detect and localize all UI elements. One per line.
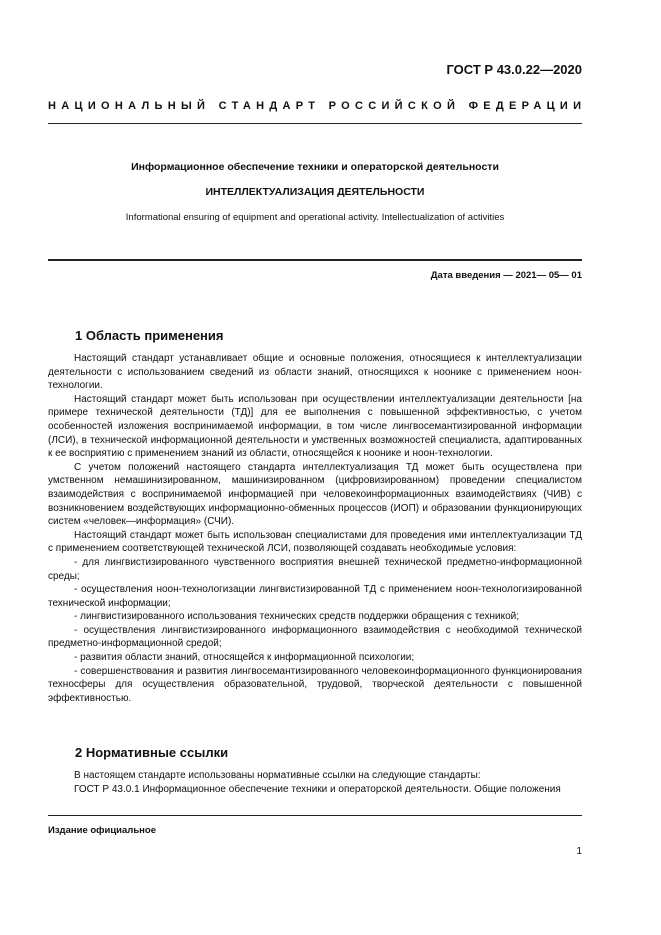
document-title-english: Informational ensuring of equipment and operational activity. Intellectualization of activities — [125, 212, 505, 223]
document-subtitle: ИНТЕЛЛЕКТУАЛИЗАЦИЯ ДЕЯТЕЛЬНОСТИ — [205, 186, 425, 198]
paragraph: ГОСТ Р 43.0.1 Информационное обеспечение техники и операторской деятельности. Общие положения — [74, 783, 561, 795]
footer-divider — [48, 815, 582, 816]
paragraph: С учетом положений настоящего стандарта интеллектуализация ТД может быть осуществлена при умственном немашинизированном, машинизированном (цифровизированном) проведении специалистом взаимодействия с воспринимаемой информацией при человекоинформационных взаимодействиях (ЧИВ) с возникновением воздействующих информационно-обменных процессов (ИОП) и образовании функционирующих систем «человек—информация» (СЧИ). — [48, 461, 582, 528]
list-item: - осуществления ноон-технологизации лингвистизированной ТД с применением ноон-технологизированной технической информации; — [48, 584, 582, 609]
paragraph: Настоящий стандарт может быть использован специалистами для проведения ими интеллектуализации ТД с применением соответствующей технической ЛСИ, позволяющей создавать необходимые условия: — [48, 529, 582, 555]
introduction-date: Дата введения — 2021— 05— 01 — [430, 270, 582, 281]
paragraph: Настоящий стандарт устанавливает общие и основные положения, относящиеся к интеллектуализации деятельности с использованием сведений из области знаний, относящихся к ноонике с применением ноон-технологии. — [48, 353, 582, 392]
paragraph: В настоящем стандарте использованы нормативные ссылки на следующие стандарты: — [74, 770, 481, 781]
section-1-heading: 1 Область применения — [75, 328, 224, 343]
title-divider — [48, 259, 582, 261]
list-item: - для лингвистизированного чувственного восприятия внешней технической предметно-информационной среды; — [48, 556, 582, 582]
standard-number: ГОСТ Р 43.0.22—2020 — [446, 62, 582, 77]
official-edition-label: Издание официальное — [48, 825, 156, 836]
national-standard-title: НАЦИОНАЛЬНЫЙ СТАНДАРТ РОССИЙСКОЙ ФЕДЕРАЦИИ — [48, 100, 587, 112]
section-2-heading: 2 Нормативные ссылки — [75, 745, 229, 760]
page-number: 1 — [576, 846, 582, 857]
paragraph: Настоящий стандарт может быть использован при осуществлении интеллектуализации деятельности [на примере технической деятельности (ТД)] для ее выполнения с повышенной эффективностью, с учетом особенностей изложения воспринимаемой информации, в том числе лингвосемантизированной информации (ЛСИ), в технической информационной деятельности и умственных возможностей специалиста, адаптированных к ее восприятию с применением знаний из области, относящейся к ноонике и ноон-технологии. — [48, 393, 582, 460]
section-2-body — [48, 769, 582, 796]
list-item: - осуществления лингвистизированного информационного взаимодействия с необходимой технической предметно-информационной средой; — [48, 624, 582, 650]
list-item: - развития области знаний, относящейся к информационной психологии; — [74, 652, 415, 664]
list-item: - лингвистизированного использования технических средств поддержки обращения с техникой; — [74, 611, 519, 623]
top-divider — [48, 123, 582, 124]
section-1-body — [48, 352, 582, 705]
list-item: - совершенствования и развития лингвосемантизированного человекоинформационного функционирования техносферы для осуществления образовательной, трудовой, творческой деятельности с повышенной эффективностью. — [48, 665, 582, 704]
document-title: Информационное обеспечение техники и операторской деятельности — [131, 161, 499, 173]
